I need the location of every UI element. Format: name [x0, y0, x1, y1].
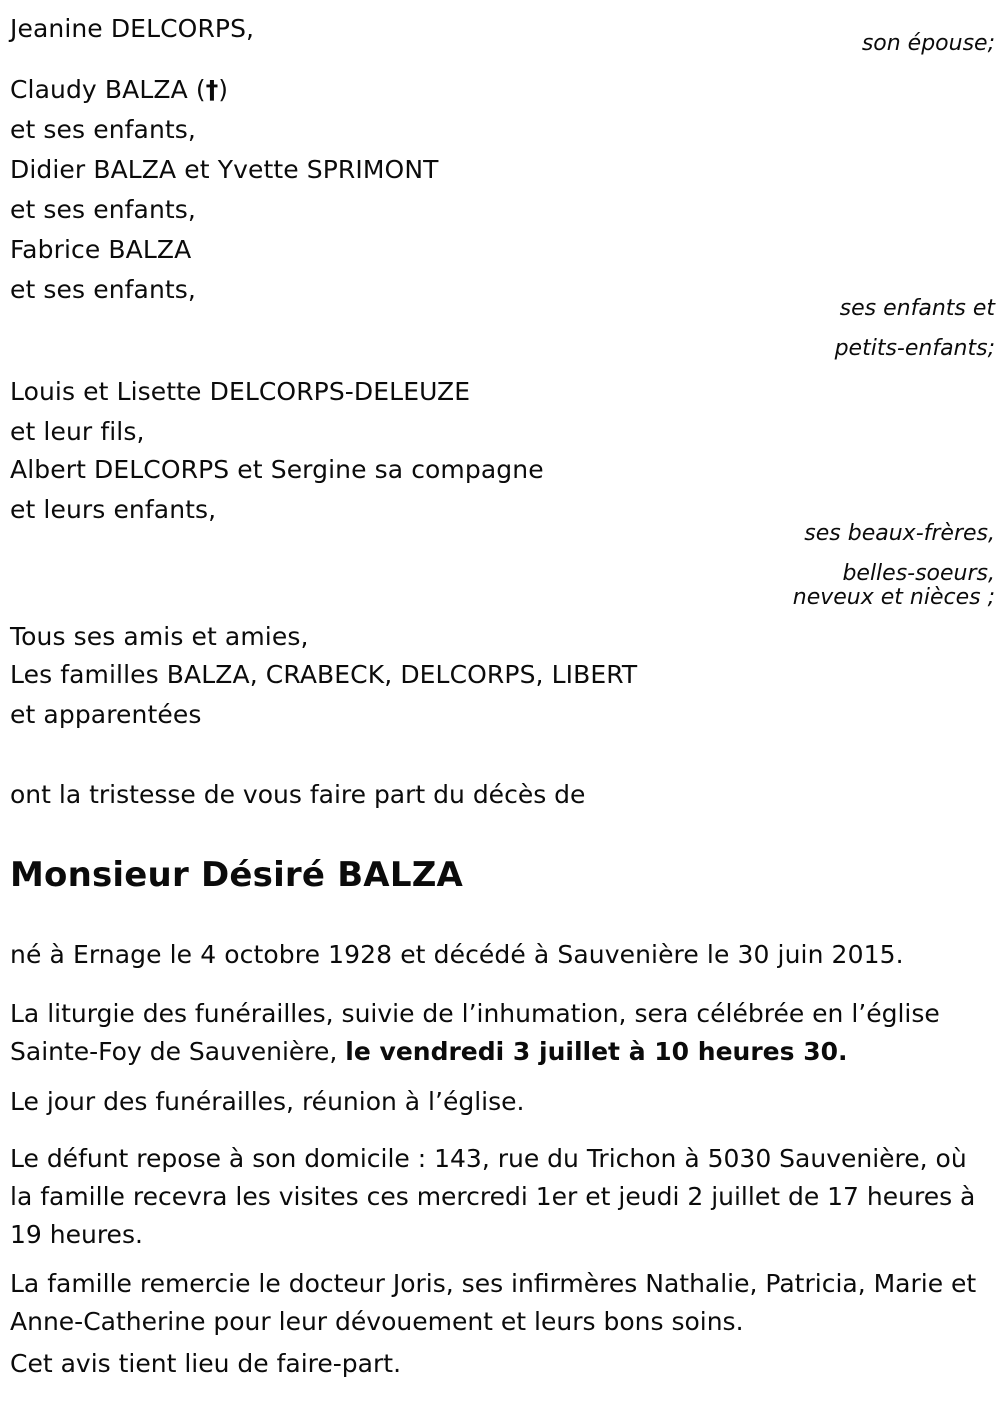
- announcement-intro: ont la tristesse de vous faire part du décès de: [10, 780, 586, 809]
- funeral-time-bold: le vendredi 3 juillet à 10 heures 30.: [345, 1037, 848, 1066]
- child-line-descendants-3: et ses enfants,: [10, 275, 196, 304]
- deceased-name-heading: Monsieur Désiré BALZA: [10, 855, 464, 895]
- child-line-didier: Didier BALZA et Yvette SPRIMONT: [10, 155, 439, 184]
- child-line-claudy: [10, 75, 995, 105]
- thanks-paragraph: La famille remercie le docteur Joris, ses infirmères Nathalie, Patricia, Marie et Anne-Catherine pour leur dévouement et leurs bons soins.: [10, 1269, 977, 1336]
- child-line-descendants-1: et ses enfants,: [10, 115, 196, 144]
- inlaw-line-their-son: et leur fils,: [10, 417, 145, 446]
- inlaw-line-albert: Albert DELCORPS et Sergine sa compagne: [10, 455, 544, 484]
- dagger-icon: †: [205, 75, 219, 104]
- child-name-claudy: Claudy BALZA (†): [10, 75, 229, 104]
- relation-label-inlaws-line2: belles-soeurs,: [842, 561, 995, 586]
- inlaw-line-their-children: et leurs enfants,: [10, 495, 217, 524]
- relation-label-inlaws-line1: ses beaux-frères,: [804, 521, 995, 546]
- relation-label-spouse: son épouse;: [861, 31, 995, 56]
- birth-death-line: né à Ernage le 4 octobre 1928 et décédé à Sauvenière le 30 juin 2015.: [10, 940, 904, 969]
- child-line-fabrice: Fabrice BALZA: [10, 235, 192, 264]
- funeral-liturgy-paragraph: [10, 995, 992, 1071]
- inlaw-line-louis-lisette: Louis et Lisette DELCORPS-DELEUZE: [10, 377, 471, 406]
- relation-label-children-line1: ses enfants et: [839, 296, 995, 321]
- resting-place-paragraph: Le défunt repose à son domicile : 143, rue du Trichon à 5030 Sauvenière, où la famille recevra les visites ces mercredi 1er et jeudi 2 juillet de 17 heures à 19 heures.: [10, 1144, 976, 1249]
- relation-label-inlaws-line3: neveux et nièces ;: [792, 585, 995, 610]
- spouse-name: Jeanine DELCORPS,: [10, 14, 255, 43]
- closing-paragraph: Cet avis tient lieu de faire-part.: [10, 1349, 402, 1378]
- gathering-paragraph: Le jour des funérailles, réunion à l’église.: [10, 1087, 525, 1116]
- families-line: Les familles BALZA, CRABECK, DELCORPS, LIBERT: [10, 660, 638, 689]
- friends-line: Tous ses amis et amies,: [10, 622, 309, 651]
- relation-label-children-line2: petits-enfants;: [834, 336, 995, 361]
- child-line-descendants-2: et ses enfants,: [10, 195, 196, 224]
- related-line: et apparentées: [10, 700, 202, 729]
- funeral-liturgy-text: La liturgie des funérailles, suivie de l’inhumation, sera célébrée en l’église Sainte-Foy de Sauvenière,: [10, 999, 940, 1066]
